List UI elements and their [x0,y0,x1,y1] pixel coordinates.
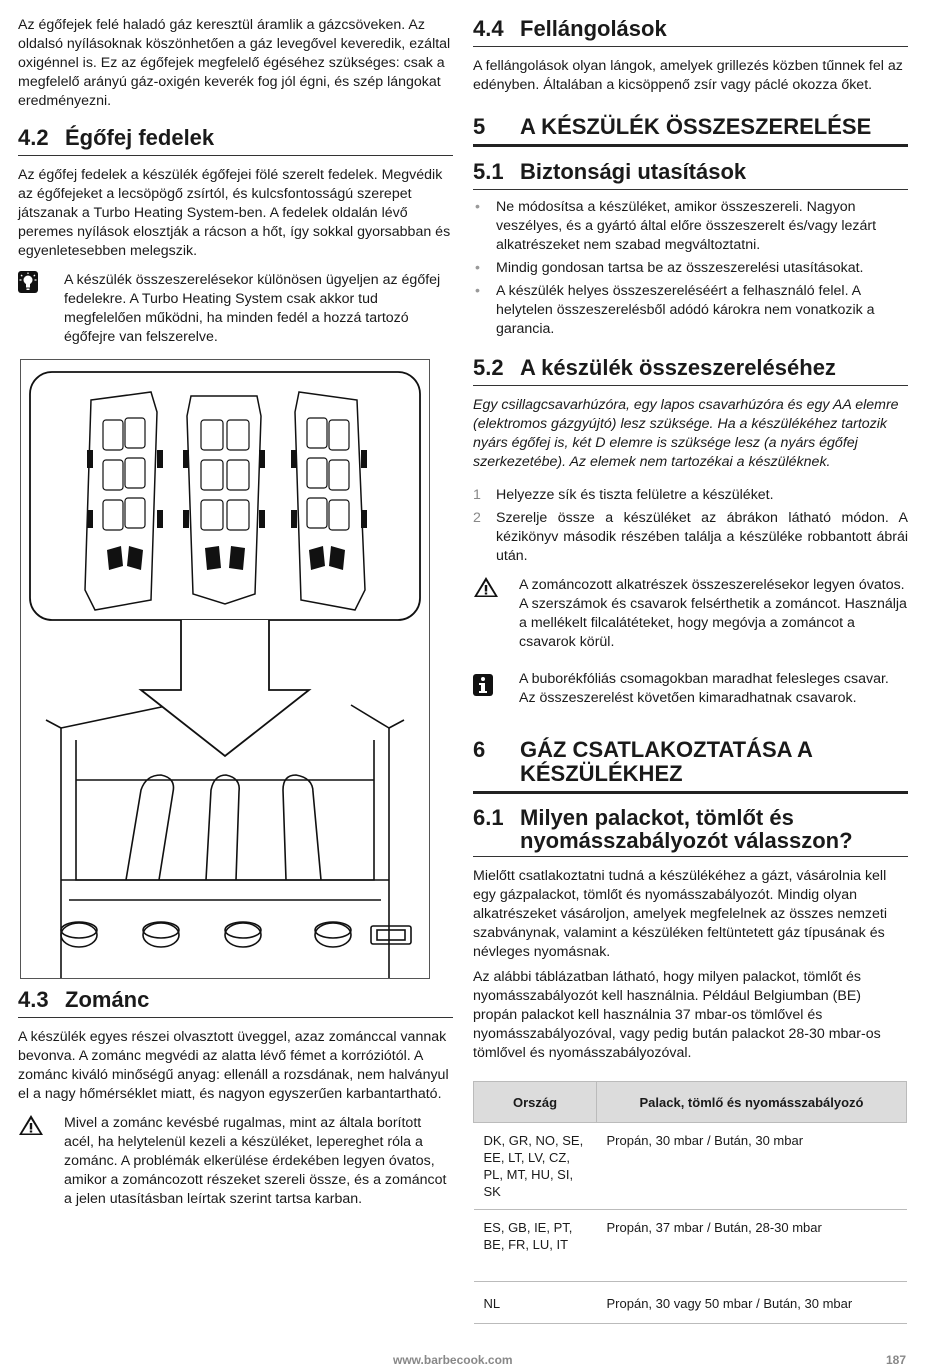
section-4-2-body: Az égőfej fedelek a készülék égőfejei fölé szerelt fedelek. Megvédik az égőfejeket a lecsöpögő zsírtól, és kulcsfontosságú szerepet játszanak a Turbo Heating System-ben. A fedelek oldalán lévő peremes nyílások elosztják a rácson a hőt, így sokkal gyorsabban és egyenletesebben melegszik. [18,167,451,259]
section-6-heading: 6 GÁZ CSATLAKOZTATÁSA A KÉSZÜLÉKHEZ [473,738,908,794]
list-item: • A készülék helyes összeszereléséért a felhasználó felel. A helytelen összeszerelésből adódó károkra nem vonatkozik a garancia. [473,282,908,339]
tip-note [18,271,453,347]
assembly-steps [473,486,908,566]
warning-icon [18,1114,64,1141]
enamel-warning-text: Mivel a zománc kevésbé rugalmas, mint az általa borított acél, ha helytelenül kezeli a készüléket, lepereghet róla a zománc. A problémák elkerülése érdekében legyen óvatos, amikor a zománcozott részeket szereli össze, és a zománcot a jelen utasításban leírtak szerint tartsa karban. [64,1115,447,1207]
list-item: 2 Szerelje össze a készüléket az ábrákon látható módon. A kézikönyv második részében találja a készüléke robbantott ábrái után. [473,510,908,564]
enamel-warning-note [18,1114,453,1209]
section-4-2-heading: 4.2 Égőfej fedelek [18,125,453,156]
section-4-4-heading: 4.4 Fellángolások [473,16,908,47]
section-5-2-heading: 5.2 A készülék összeszereléséhez [473,355,908,386]
burner-covers-illustration [20,359,430,979]
tip-text: A készülék összeszerelésekor különösen ügyeljen az égőfej fedelekre. A Turbo Heating System csak akkor tud megfelelően működni, ha minden fedél a hozzá tartozó égőfejre van felszerelve. [64,272,441,345]
section-4-4-body: A fellángolások olyan lángok, amelyek grillezés közben tűnnek fel az edényben. Általában a kicsöppenő zsír vagy páclé okozza őket. [473,58,903,93]
table-header-row [474,1082,907,1123]
column-header-country: Ország [474,1082,597,1123]
footer-url: www.barbecook.com [393,1353,513,1367]
warning-icon [473,576,519,603]
table-row [474,1210,907,1282]
list-item: • Ne módosítsa a készüléket, amikor összeszereli. Nagyon veszélyes, és a gyártó által előre összeszerelt és/vagy lezárt alkatrészeket nem szabad megváltoztatni. [473,198,908,255]
assembly-warning-note [473,576,908,652]
country-cell: ES, GB, IE, PT, BE, FR, LU, IT [474,1210,597,1282]
column-header-spec: Palack, tömlő és nyomásszabályozó [597,1082,907,1123]
right-column [473,16,908,1324]
spec-cell: Propán, 30 vagy 50 mbar / Bután, 30 mbar [597,1282,907,1324]
spec-cell: Propán, 37 mbar / Bután, 28-30 mbar [597,1210,907,1282]
assembly-warning-text: A zománcozott alkatrészek összeszerelésekor legyen óvatos. A szerszámok és csavarok felsérthetik a zománcot. Használja a mellékelt filcalátéteket, hogy megóvja a zománcot a csavarok körül. [519,577,907,650]
section-6-1-heading: 6.1 Milyen palackot, tömlőt és nyomásszabályozót válasszon? [473,806,908,857]
section-6-1-para-1: Mielőtt csatlakoztatni tudná a készülékéhez a gázt, vásárolnia kell egy gázpalackot, tömlőt és nyomásszabályozót. Mindig olyan alkatrészeket vásároljon, amelyek megfelelnek az összes nemzeti szabványnak, valamint a készüléken feltüntetett gáz típusának és névleges nyomásnak. [473,868,887,960]
section-5-heading: 5 A KÉSZÜLÉK ÖSSZESZERELÉSE [473,115,908,147]
section-5-1-heading: 5.1 Biztonsági utasítások [473,159,908,190]
page-number: 187 [886,1353,907,1367]
country-cell: NL [474,1282,597,1324]
info-icon [473,670,519,701]
spec-cell: Propán, 30 mbar / Bután, 30 mbar [597,1123,907,1210]
info-text: A buborékfóliás csomagokban maradhat felesleges csavar. Az összeszerelést követően kimaradhatnak csavarok. [519,671,889,706]
intro-paragraph: Az égőfejek felé haladó gáz keresztül áramlik a gázcsöveken. Az oldalsó nyílásoknak köszönhetően a gáz levegővel keveredik, ezáltal oxigénnel is. Ez az égőfejek megfelelő égéséhez szükséges: csak a megfelelő arányú gáz-oxigén keverék fog jól égni, és szép lángokat eredményezni. [18,17,451,109]
list-item: 1 Helyezze sík és tiszta felületre a készüléket. [473,487,774,503]
info-note [473,670,908,708]
table-row [474,1123,907,1210]
tools-note: Egy csillagcsavarhúzóra, egy lapos csavarhúzóra és egy AA elemre (elektromos gázgyújtó) lesz szüksége. Ha a készülékéhez tartozik nyárs égőfej is, két D elemre is szüksége lesz (a nyárs égőfej szerkezetébe). Az elemek nem tartozékai a készüléknek. [473,397,899,470]
country-cell: DK, GR, NO, SE, EE, LT, LV, CZ, PL, MT, HU, SI, SK [474,1123,597,1210]
gas-table [473,1081,907,1324]
section-6-1-para-2: Az alábbi táblázatban látható, hogy milyen palackot, tömlőt és nyomásszabályozót kell használnia. Például Belgiumban (BE) propán palackot kell használnia 37 mbar-os tömlővel és nyomásszabályozóval, vagy pedig bután palackot 28-30 mbar-os tömlővel és nyomásszabályozóval. [473,969,881,1061]
section-4-3-heading: 4.3 Zománc [18,987,453,1018]
lightbulb-icon [18,271,64,298]
list-item: • Mindig gondosan tartsa be az összeszerelési utasításokat. [473,259,908,278]
section-4-3-body: A készülék egyes részei olvasztott üveggel, azaz zománccal vannak bevonva. A zománc megvédi az alatta lévő fémet a korróziótól. A zománc kiváló minőségű anyag: ellenáll a rozsdának, nem halványul el a nagy hőmérséklet miatt, és nagyon egyszerűen karbantartható. [18,1029,449,1102]
table-row [474,1282,907,1324]
left-column [18,16,453,1209]
safety-list [473,198,908,339]
